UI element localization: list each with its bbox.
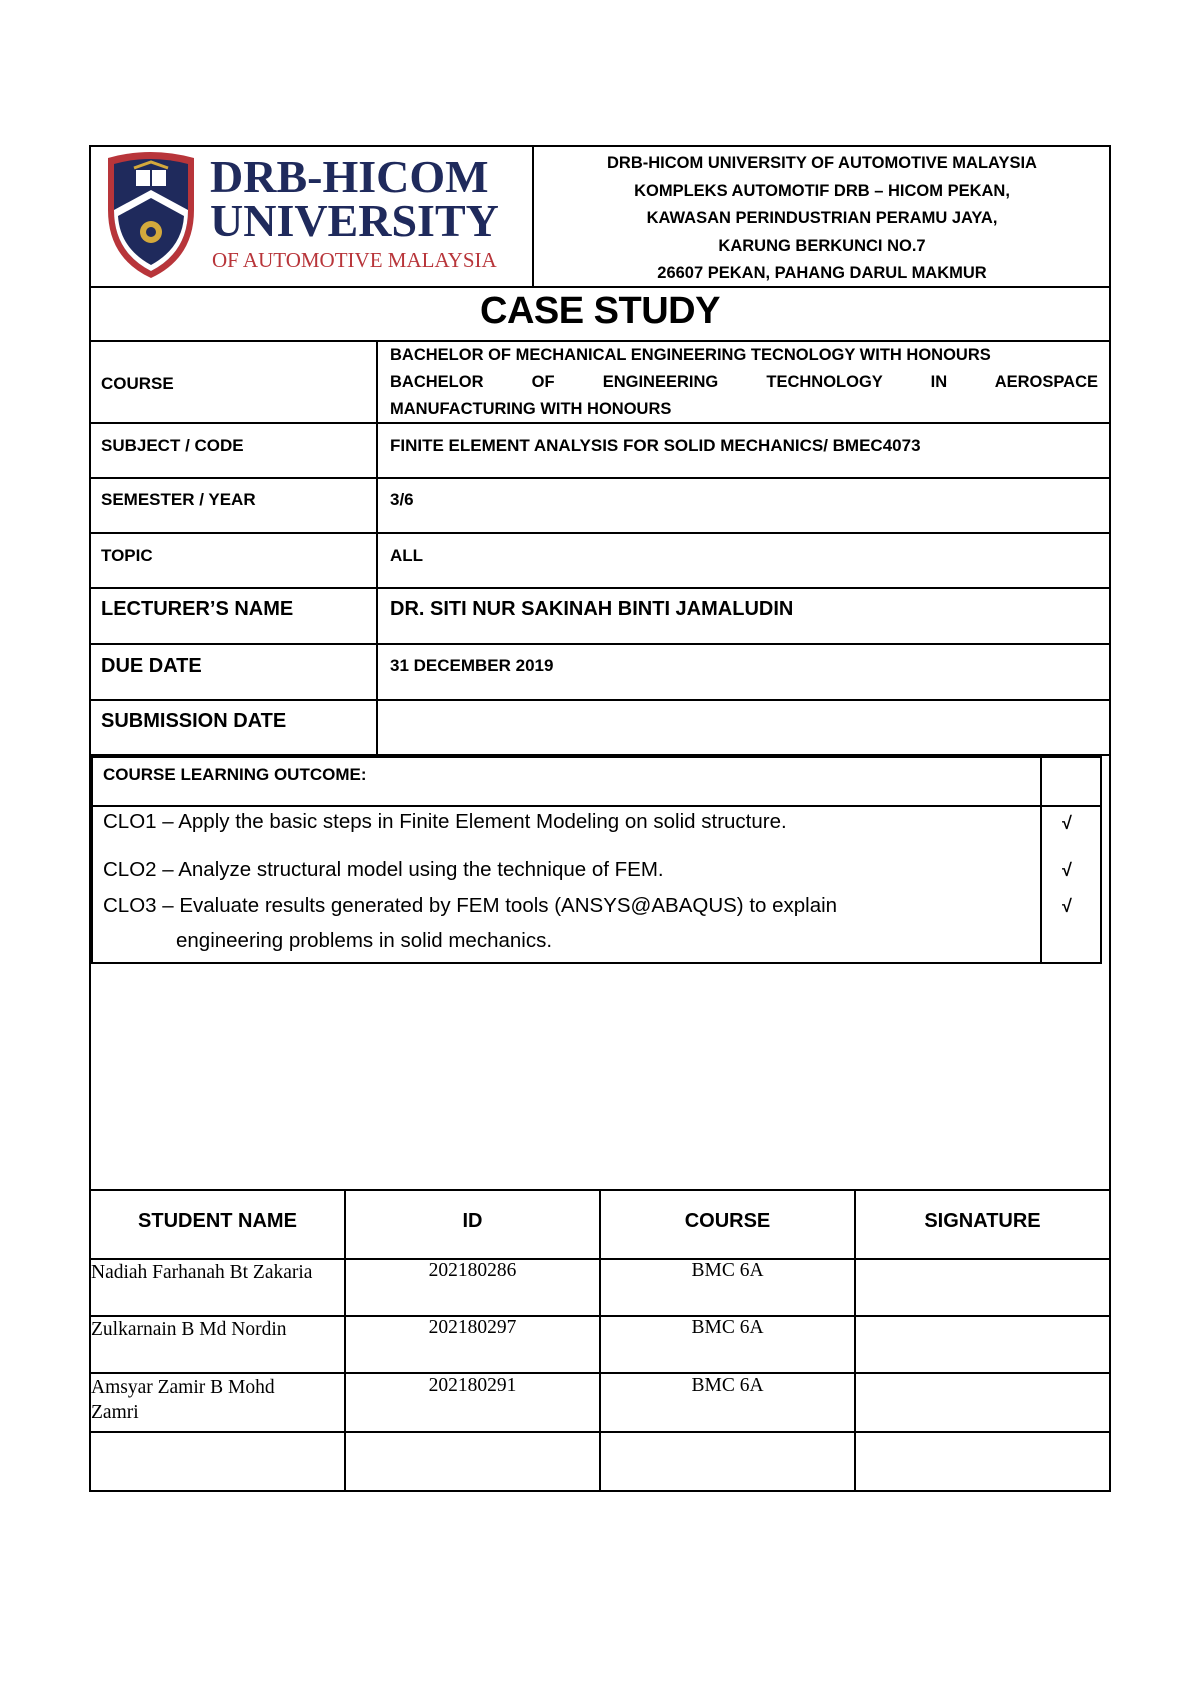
student-id-cell: 202180291 [428,1375,517,1396]
clo-title: COURSE LEARNING OUTCOME: [103,765,367,784]
course-value-line: MANUFACTURING WITH HONOURS [390,400,672,418]
rule [89,422,1111,424]
label-divider [376,340,378,756]
rule [89,699,1111,701]
header-student-name: STUDENT NAME [138,1210,297,1232]
clo-item: CLO1 – Apply the basic steps in Finite Element Modeling on solid structure. [103,810,787,833]
header-id: ID [462,1210,483,1232]
crest-icon [102,148,527,283]
logo-line2: UNIVERSITY [210,195,499,246]
address-line: DRB-HICOM UNIVERSITY OF AUTOMOTIVE MALAYSIA [607,154,1037,172]
rule [89,643,1111,645]
clo-item: CLO2 – Analyze structural model using the technique of FEM. [103,858,664,881]
rule [89,477,1111,479]
address-line: KOMPLEKS AUTOMOTIF DRB – HICOM PEKAN, [634,181,1010,200]
check-mark: √ [1062,896,1072,916]
semester-label: SEMESTER / YEAR [101,490,256,509]
logo-line1: DRB-HICOM [210,151,489,202]
logo-line3: OF AUTOMOTIVE MALAYSIA [212,248,497,272]
header-course: COURSE [684,1210,771,1232]
student-id-cell: 202180297 [428,1317,517,1338]
student-id-cell: 202180286 [428,1260,517,1281]
header-divider [532,145,534,288]
lecturer-label: LECTURER’S NAME [101,598,294,620]
header-signature: SIGNATURE [924,1210,1041,1232]
due-date-value: 31 DECEMBER 2019 [390,656,554,675]
column-divider [854,1189,856,1492]
subject-value: FINITE ELEMENT ANALYSIS FOR SOLID MECHANICS/ BMEC4073 [390,436,921,455]
rule [89,532,1111,534]
document-title: CASE STUDY [480,290,720,332]
course-value-line: BACHELOR OF ENGINEERING TECHNOLOGY IN AEROSPACE [390,373,1098,391]
student-course-cell: BMC 6A [691,1317,764,1338]
student-course-cell: BMC 6A [691,1375,764,1396]
course-label: COURSE [101,374,174,393]
rule [89,587,1111,589]
clo-tick-divider [1040,756,1042,964]
student-name-cell: Amsyar Zamir B Mohd Zamri [91,1377,275,1423]
university-address [535,150,1109,288]
semester-value: 3/6 [390,490,414,509]
topic-value: ALL [390,546,424,565]
address-line: KARUNG BERKUNCI NO.7 [718,236,926,255]
university-logo [102,148,527,283]
topic-label: TOPIC [101,546,153,565]
check-mark: √ [1062,860,1072,880]
student-name-cell: Nadiah Farhanah Bt Zakaria [91,1262,313,1283]
subject-label: SUBJECT / CODE [101,436,244,455]
column-divider [599,1189,601,1492]
due-date-label: DUE DATE [101,655,202,677]
check-mark: √ [1062,813,1072,833]
student-name-cell: Zulkarnain B Md Nordin [91,1319,287,1340]
lecturer-value: DR. SITI NUR SAKINAH BINTI JAMALUDIN [390,598,794,620]
address-line: 26607 PEKAN, PAHANG DARUL MAKMUR [657,264,987,282]
student-course-cell: BMC 6A [691,1260,764,1281]
rule [91,805,1102,807]
address-line: KAWASAN PERINDUSTRIAN PERAMU JAYA, [646,209,998,227]
clo-item: CLO3 – Evaluate results generated by FEM tools (ANSYS@ABAQUS) to explain [103,894,838,917]
submission-date-label: SUBMISSION DATE [101,710,287,732]
clo-item-continuation: engineering problems in solid mechanics. [176,929,553,952]
course-value-line: BACHELOR OF MECHANICAL ENGINEERING TECNOLOGY WITH HONOURS [390,346,991,364]
